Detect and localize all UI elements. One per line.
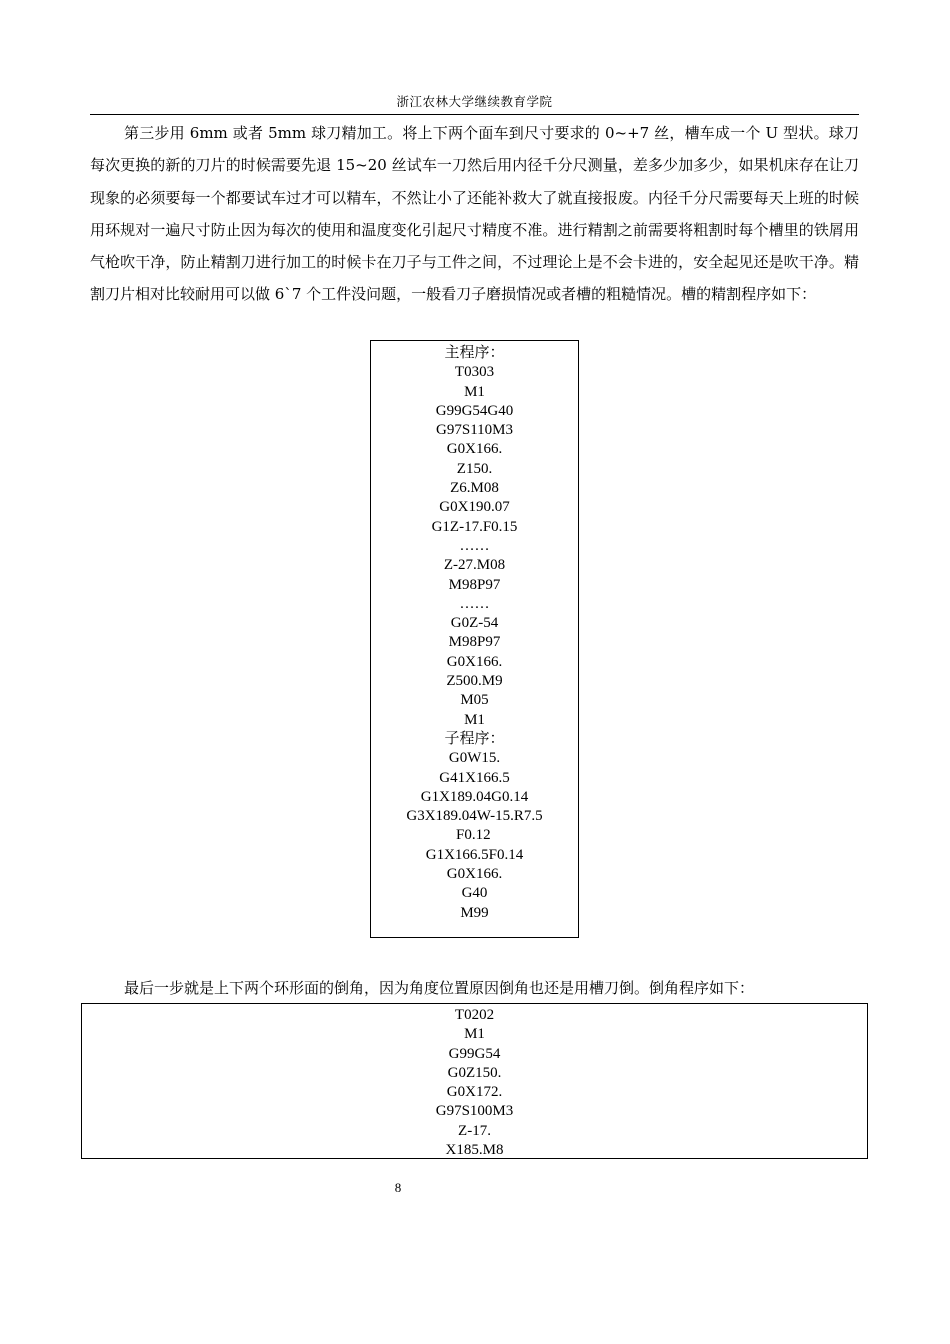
program-line: G97S100M3 bbox=[435, 1103, 514, 1120]
program-line: G0W15. bbox=[448, 750, 501, 767]
page-header: 浙江农林大学继续教育学院 bbox=[396, 94, 553, 109]
program-line: G1Z-17.F0.15 bbox=[431, 518, 518, 535]
page-number: 8 bbox=[394, 1180, 402, 1195]
program-line: …… bbox=[459, 537, 490, 554]
program-line: M98P97 bbox=[448, 576, 501, 593]
program-line: G0X166. bbox=[446, 866, 503, 883]
program-line: G40 bbox=[461, 885, 488, 902]
program-line: G41X166.5 bbox=[439, 769, 510, 786]
program-line: G0X172. bbox=[446, 1084, 503, 1101]
chamfer-program-box bbox=[81, 1003, 868, 1159]
paragraph-fine-cutting: 第三步用 6mm 或者 5mm 球刀精加工。将上下两个面车到尺寸要求的 0~+7 丝，槽车成一个 U 型状。球刀每次更换的新的刀片的时候需要先退 15~20 丝试车一刀然后用内径千分尺测量，差多少加多少，如果机床存在让刀现象的必须要每一个都要试车过才可以精车，不然让小了还能补救大了就直接报废。内径千分尺需要每天上班的时候用环规对一遍尺寸防止因为每次的使用和温度变化引起尺寸精度不准。进行精割之前需要将粗割时每个槽里的铁屑用气枪吹干净，防止精割刀进行加工的时候卡在刀子与工件之间，不过理论上是不会卡进的，安全起见还是吹干净。精割刀片相对比较耐用可以做 6`7 个工件没问题，一般看刀子磨损情况或者槽的粗糙情况。槽的精割程序如下： bbox=[90, 124, 859, 304]
program-line: …… bbox=[459, 595, 490, 612]
program-line: G1X189.04G0.14 bbox=[420, 788, 529, 805]
program-line: X185.M8 bbox=[445, 1142, 504, 1159]
program-line: G0X190.07 bbox=[439, 499, 510, 516]
program-line: G99G54G40 bbox=[435, 402, 514, 419]
program-line: G0X166. bbox=[446, 653, 503, 670]
program-line: G97S110M3 bbox=[436, 422, 513, 439]
program-line: M1 bbox=[464, 383, 485, 400]
program-line: Z-17. bbox=[458, 1122, 491, 1139]
program-line: G0X166. bbox=[446, 441, 503, 458]
program-line: Z6.M08 bbox=[450, 480, 499, 497]
program-line: G99G54 bbox=[448, 1045, 501, 1062]
program-line: M05 bbox=[460, 692, 489, 709]
header-rule bbox=[90, 114, 859, 115]
program-line: G3X189.04W-15.R7.5 bbox=[406, 808, 543, 825]
program-line: Z150. bbox=[456, 460, 493, 477]
fine-cutting-program-box bbox=[370, 340, 579, 938]
program-line: T0303 bbox=[454, 364, 495, 381]
program-line: G1X166.5F0.14 bbox=[425, 846, 524, 863]
program-line: F0.12 bbox=[456, 827, 491, 844]
program-line: Z-27.M08 bbox=[443, 557, 506, 574]
program-line: 子程序： bbox=[444, 730, 505, 747]
program-line: Z500.M9 bbox=[446, 673, 503, 690]
program-line: G0Z150. bbox=[447, 1064, 502, 1081]
program-line: M98P97 bbox=[448, 634, 501, 651]
program-line: M1 bbox=[464, 1026, 485, 1043]
program-line: M1 bbox=[464, 711, 485, 728]
program-line: G0Z-54 bbox=[450, 615, 499, 632]
program-line: M99 bbox=[460, 904, 489, 921]
program-line: T0202 bbox=[454, 1007, 495, 1023]
paragraph-chamfer: 最后一步就是上下两个环形面的倒角，因为角度位置原因倒角也还是用槽刀倒。倒角程序如下： bbox=[124, 979, 755, 997]
program-line: 主程序： bbox=[444, 345, 505, 361]
